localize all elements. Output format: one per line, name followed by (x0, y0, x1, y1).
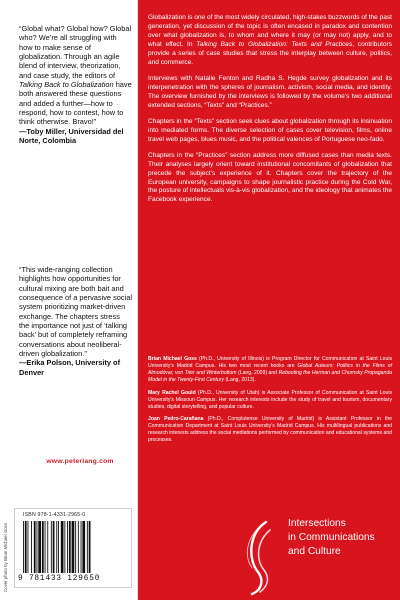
series-title-line: in Communications (288, 531, 375, 543)
endorsement-quote-miller (19, 24, 132, 145)
barcode-bar (72, 521, 75, 573)
publisher-url[interactable]: www.peterlang.com (46, 458, 114, 465)
endorsement-quote-polson (19, 265, 132, 377)
barcode-bar (58, 521, 59, 573)
barcode-bar (69, 521, 71, 573)
barcode-bar (87, 521, 88, 573)
barcode-bar (75, 521, 76, 573)
back-cover-left-column (0, 0, 138, 600)
barcode-bar (37, 521, 38, 573)
description-paragraph (148, 14, 392, 68)
barcode-bar (28, 521, 29, 573)
description-paragraph: Interviews with Natalie Fenton and Radha S. Hegde survey globalization and its interpenetration with the spheres of journalism, activism, social media, and identity. The overview furnished by the interviews is followed by the volume’s two additional extended sections, “Texts” and “Practices.” (148, 74, 392, 109)
barcode-bar (56, 521, 57, 573)
quote-attribution: —Toby Miller, Universidad del Norte, Colombia (19, 126, 124, 145)
barcode-bar (34, 521, 36, 573)
editor-name: Brian Michael Goss (148, 356, 197, 362)
paragraph-text: Globalization is one of the most widely circulated, high-stakes buzzwords of the past generation, yet discussion of the topic is often encased in paradox and contention over what globalization is, to whom and where it may (or may not) apply, and to what effect. In (148, 14, 392, 48)
bio-text: (Lang, 2013). (224, 376, 256, 383)
book-title: Rebooting the Herman and Chomsky Propaganda Model in the Twenty-First Century (148, 369, 392, 383)
series-title-line: and Culture (288, 545, 341, 557)
bio-goss (148, 356, 392, 384)
bio-pedro-caranana (148, 416, 392, 444)
series-swirl-logo-icon (244, 520, 274, 596)
cover-photo-credit: Cover photo by Brian Michael Goss (3, 522, 8, 592)
barcode-bar (81, 521, 82, 573)
barcode-bar (51, 521, 52, 573)
quote-text: “Global what? Global how? Global who? We’re all struggling with how to make sense of globalization. Through an agile blend of interview, theorization, and case study, the editors of (19, 24, 132, 80)
bio-text: (Ph.D., University of Illinois) is Program Director for Communication at Saint Louis University’s Madrid Campus. His two most recent books are (148, 356, 393, 369)
barcode-bar (89, 521, 91, 573)
book-description (148, 14, 392, 212)
quote-book-title: Talking Back to Globalization (19, 79, 114, 89)
book-title: Global Auteurs: Politics in the Films of Almodóvar, von Trier and Winterbottom (148, 362, 392, 376)
paragraph-text: , contributors provide a series of case studies that stress the interplay between culture, politics, and commerce. (148, 40, 392, 66)
isbn-barcode-box (14, 508, 132, 588)
bio-text: (Ph.D., Complutense University of Madrid) is Assistant Professor in the Communication Department at Saint Louis University’s Madrid Campus. His multilingual publications and research interests address the social mediations performed by communication and educational systems and processes. (148, 416, 393, 444)
barcode-bar (45, 521, 46, 573)
barcode-bar (53, 521, 55, 573)
barcode-icon (23, 521, 121, 573)
description-paragraph: Chapters in the “Practices” section address more diffused cases than media texts. Their analyses largely orient toward institutional concomitants of globalization that precede the subject’s experience of it. Chapters cover the trajectory of the European university, campaigns to shape journalistic practice during the Cold War, the posture of intellectuals vis-à-vis globalization, and the ideology that animates the Facebook experience. (148, 151, 392, 204)
series-title-line: Intersections (288, 518, 346, 529)
barcode-bar (42, 521, 44, 573)
series-title (288, 517, 398, 558)
barcode-bar (38, 521, 41, 573)
quote-text-cont: have both answered these questions and added a further—how to respond, how to contest, how to think otherwise. Bravo!” (19, 79, 132, 127)
barcode-bar (25, 521, 27, 573)
editor-name: Joan Pedro-Carañana (148, 416, 204, 423)
quote-text: “This wide-ranging collection highlights how opportunities for cultural mixing are both bait and consequence of a pervasive social system prioritizing market-driven exchange. The chapters stress the importance not just of ‘talking back’ but of completely reframing conversations about neoliberal-driven globalization.” (19, 265, 132, 358)
editor-name: Mary Rachel Gould (148, 389, 196, 396)
barcode-bar (82, 521, 85, 573)
editor-bios (148, 356, 392, 450)
barcode-digits: 9 781433 129650 (18, 575, 101, 583)
barcode-bar (31, 521, 32, 573)
bio-gould (148, 390, 392, 411)
barcode-bar (61, 521, 64, 573)
description-paragraph: Chapters in the “Texts” section seek clues about globalization through its insinuation into mediated forms. The diverse selection of cases cover television, films, online travel web pages, blues music, and the political valences of Portuguese neo-fado. (148, 117, 392, 143)
barcode-bar (67, 521, 68, 573)
barcode-bar (47, 521, 48, 573)
back-cover-right-panel (138, 0, 400, 600)
bio-text: (Lang, 2009) and (236, 369, 279, 376)
book-title: Talking Back to Globalization: Texts and Practices (196, 40, 353, 48)
barcode-bar (23, 521, 24, 573)
barcode-bar (64, 521, 65, 573)
quote-attribution: —Erika Polson, University of Denver (19, 358, 121, 377)
barcode-bar (78, 521, 79, 573)
bio-text: (Ph.D., University of Utah) is Associate Professor of Communication at Saint Louis University’s Missouri Campus. Her research interests include the study of travel and tourism, documentary studies, digital storytelling, and popular culture. (148, 389, 392, 410)
isbn-label: ISBN 978-1-4331-2965-0 (23, 512, 86, 518)
